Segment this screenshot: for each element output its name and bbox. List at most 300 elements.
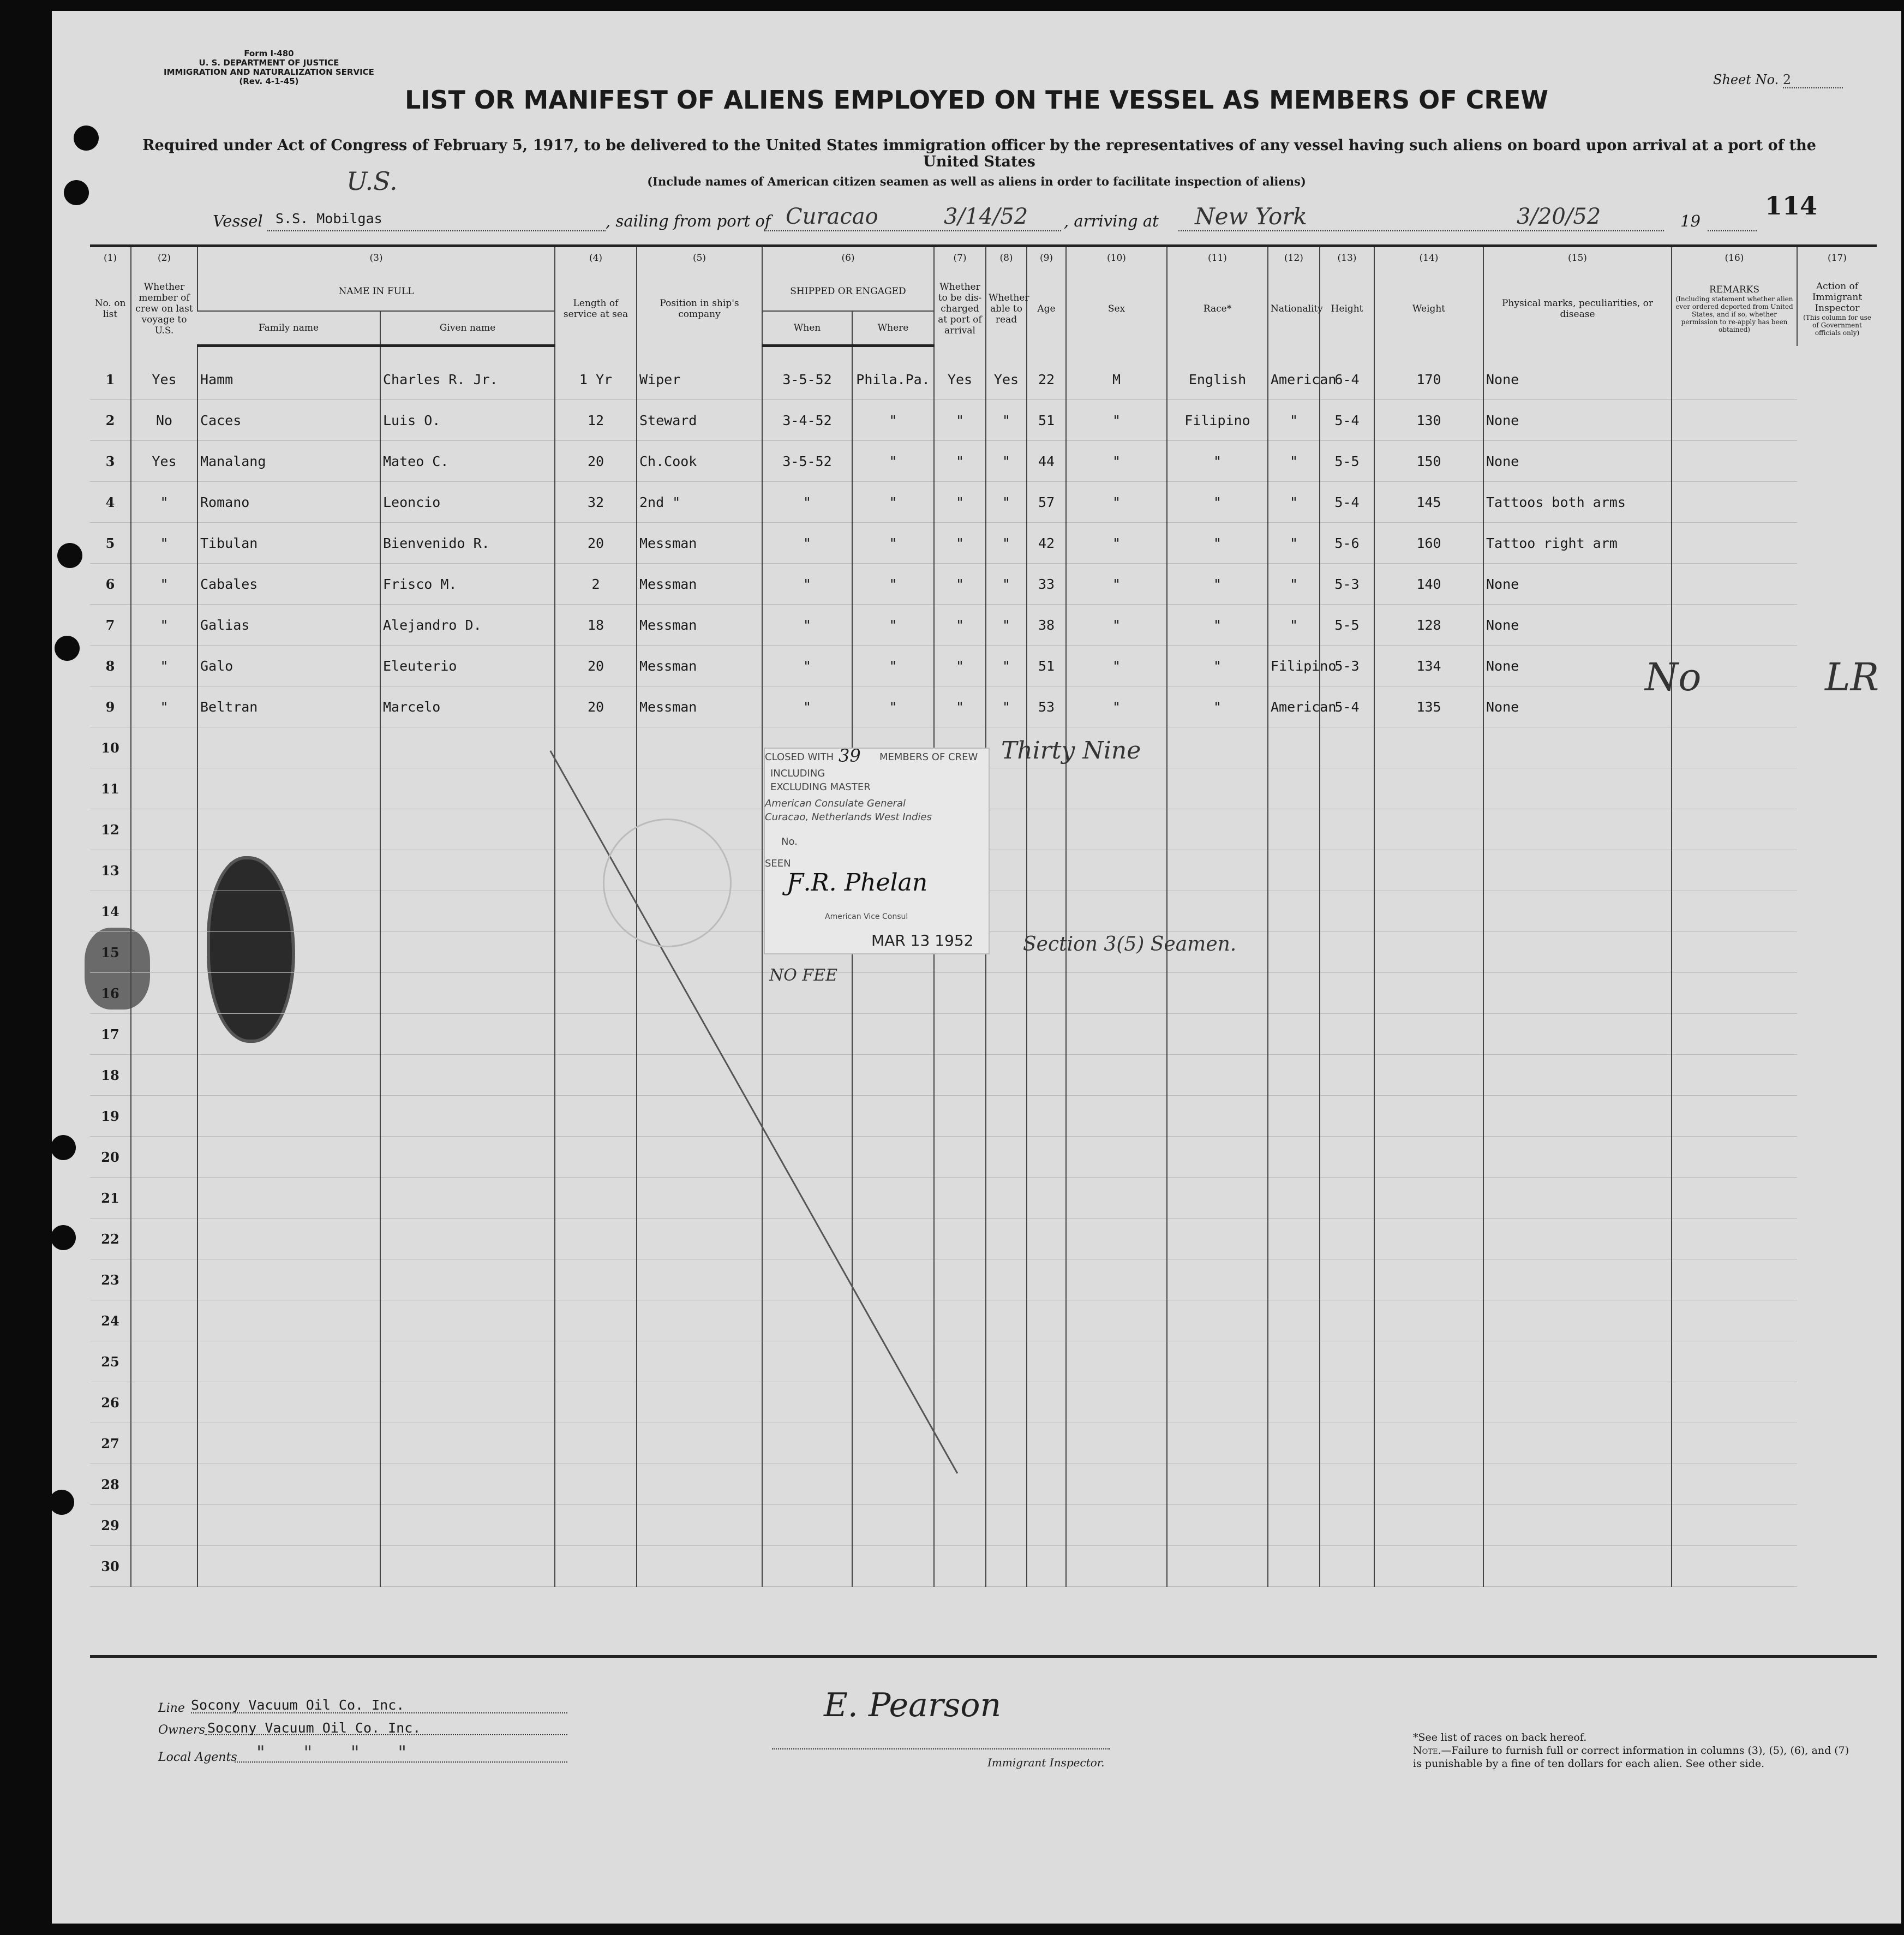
stamp-date: MAR 13 1952 <box>871 931 974 949</box>
arriving-port: New York <box>1195 203 1307 230</box>
empty-cell <box>1483 1300 1672 1341</box>
empty-cell <box>934 1464 986 1505</box>
empty-cell <box>1483 1341 1672 1382</box>
empty-cell <box>1066 1055 1167 1096</box>
empty-cell <box>1167 1219 1268 1259</box>
empty-cell <box>555 932 637 973</box>
empty-cell <box>637 1505 762 1546</box>
service-length: 18 <box>555 605 637 646</box>
empty-cell <box>1320 891 1374 932</box>
empty-cell <box>1483 1014 1672 1055</box>
row-number: 3 <box>90 441 131 482</box>
sheet-value: 2 <box>1783 72 1843 88</box>
col-nationality: Nationality <box>1268 272 1320 346</box>
empty-cell <box>555 1341 637 1382</box>
empty-cell <box>637 1546 762 1587</box>
service-length: 32 <box>555 482 637 523</box>
empty-cell <box>380 1055 555 1096</box>
empty-cell <box>1167 891 1268 932</box>
empty-cell <box>131 850 197 891</box>
shipped-when: 3-5-52 <box>762 359 852 400</box>
physical-marks: None <box>1483 605 1672 646</box>
empty-cell <box>1483 1464 1672 1505</box>
empty-cell <box>986 891 1027 932</box>
empty-cell <box>1027 1464 1066 1505</box>
table-row <box>90 1505 1877 1546</box>
empty-cell <box>131 1423 197 1464</box>
empty-cell <box>197 1055 380 1096</box>
empty-cell <box>934 1259 986 1300</box>
empty-cell <box>1268 768 1320 809</box>
empty-cell <box>1320 1096 1374 1137</box>
service-length: 20 <box>555 686 637 727</box>
shipped-when: " <box>762 646 852 686</box>
empty-cell <box>197 1219 380 1259</box>
row-number: 15 <box>90 932 131 973</box>
row-number: 1 <box>90 359 131 400</box>
sex: M <box>1066 359 1167 400</box>
empty-cell <box>1374 1096 1483 1137</box>
empty-cell <box>197 1546 380 1587</box>
empty-cell <box>1268 1219 1320 1259</box>
sex: " <box>1066 523 1167 564</box>
empty-cell <box>1320 809 1374 850</box>
empty-cell <box>1066 850 1167 891</box>
col-race: Race* <box>1167 272 1268 346</box>
row-number: 13 <box>90 850 131 891</box>
physical-marks: None <box>1483 646 1672 686</box>
empty-cell <box>934 1055 986 1096</box>
table-row <box>90 1178 1877 1219</box>
weight: 160 <box>1374 523 1483 564</box>
empty-cell <box>986 1178 1027 1219</box>
row-number: 14 <box>90 891 131 932</box>
col-num-15: (15) <box>1483 247 1672 272</box>
empty-cell <box>934 1178 986 1219</box>
col-physical: Physical marks, peculiarities, or disease <box>1483 272 1672 346</box>
empty-cell <box>1672 809 1797 850</box>
empty-cell <box>1672 891 1797 932</box>
discharged: " <box>934 564 986 605</box>
page-subtitle: Required under Act of Congress of February 5, 1917, to be delivered to the United States immigration officer by the representatives of any vessel having such aliens on board upon arrival at a port of the United States <box>142 137 1816 170</box>
service-length: 12 <box>555 400 637 441</box>
empty-cell <box>380 1423 555 1464</box>
col-no-on-list: No. on list <box>94 298 126 320</box>
empty-cell <box>131 1464 197 1505</box>
empty-cell <box>852 1505 934 1546</box>
remarks-cell <box>1672 482 1797 523</box>
empty-cell <box>1672 1382 1797 1423</box>
empty-cell <box>1167 850 1268 891</box>
race: " <box>1167 646 1268 686</box>
sex: " <box>1066 646 1167 686</box>
family-name: Tibulan <box>197 523 380 564</box>
empty-cell <box>380 973 555 1014</box>
empty-cell <box>1167 727 1268 768</box>
remarks-cell <box>1672 564 1797 605</box>
empty-cell <box>555 1137 637 1178</box>
empty-cell <box>131 932 197 973</box>
empty-cell <box>1320 850 1374 891</box>
weight: 170 <box>1374 359 1483 400</box>
empty-cell <box>197 1259 380 1300</box>
crew-last-voyage: " <box>131 686 197 727</box>
empty-cell <box>934 973 986 1014</box>
empty-cell <box>1483 768 1672 809</box>
empty-cell <box>1374 1137 1483 1178</box>
empty-cell <box>1320 1178 1374 1219</box>
empty-cell <box>986 1137 1027 1178</box>
empty-cell <box>1268 1055 1320 1096</box>
stamp-consulate: American Consulate General <box>765 798 906 809</box>
empty-cell <box>1483 1219 1672 1259</box>
physical-marks: None <box>1483 564 1672 605</box>
age: 57 <box>1027 482 1066 523</box>
physical-marks: None <box>1483 359 1672 400</box>
col-num-1: (1) <box>103 253 117 264</box>
empty-cell <box>1066 1505 1167 1546</box>
round-stamp <box>603 819 732 947</box>
action-note: (This column for use of Government officials only) <box>1803 314 1871 337</box>
empty-cell <box>934 1423 986 1464</box>
row-number: 25 <box>90 1341 131 1382</box>
empty-cell <box>1027 1423 1066 1464</box>
empty-cell <box>1066 1341 1167 1382</box>
given-name: Charles R. Jr. <box>380 359 555 400</box>
able-to-read: " <box>986 646 1027 686</box>
position: Ch.Cook <box>637 441 762 482</box>
empty-cell <box>986 850 1027 891</box>
empty-cell <box>934 1546 986 1587</box>
empty-cell <box>934 1096 986 1137</box>
empty-cell <box>1374 1259 1483 1300</box>
empty-cell <box>852 1423 934 1464</box>
empty-cell <box>1483 1546 1672 1587</box>
age: 33 <box>1027 564 1066 605</box>
empty-cell <box>1268 727 1320 768</box>
revision: (Rev. 4-1-45) <box>239 76 299 86</box>
empty-cell <box>1066 1219 1167 1259</box>
empty-cell <box>380 1219 555 1259</box>
able-to-read: " <box>986 605 1027 646</box>
discharged: Yes <box>934 359 986 400</box>
age: 51 <box>1027 646 1066 686</box>
family-name: Galo <box>197 646 380 686</box>
empty-cell <box>637 1178 762 1219</box>
action-title: Action of Immigrant Inspector <box>1812 281 1863 314</box>
row-number: 6 <box>90 564 131 605</box>
able-to-read: " <box>986 441 1027 482</box>
empty-cell <box>1374 727 1483 768</box>
empty-cell <box>380 1546 555 1587</box>
crew-last-voyage: " <box>131 605 197 646</box>
physical-marks: Tattoos both arms <box>1483 482 1672 523</box>
empty-cell <box>1268 809 1320 850</box>
stamp-count: 39 <box>839 745 861 766</box>
shipped-where: " <box>852 523 934 564</box>
empty-cell <box>1066 1259 1167 1300</box>
sex: " <box>1066 564 1167 605</box>
nationality: American <box>1268 359 1320 400</box>
family-name: Romano <box>197 482 380 523</box>
remarks-title: REMARKS <box>1709 284 1760 296</box>
weight: 150 <box>1374 441 1483 482</box>
empty-cell <box>762 1178 852 1219</box>
empty-cell <box>1672 1178 1797 1219</box>
empty-cell <box>1027 1259 1066 1300</box>
empty-cell <box>197 1341 380 1382</box>
height: 5-4 <box>1320 482 1374 523</box>
empty-cell <box>852 1546 934 1587</box>
form-number: Form I-480 <box>244 49 294 58</box>
service-length: 20 <box>555 646 637 686</box>
empty-cell <box>1483 1423 1672 1464</box>
empty-cell <box>852 1382 934 1423</box>
empty-cell <box>131 1096 197 1137</box>
department: U. S. DEPARTMENT OF JUSTICE <box>199 58 339 68</box>
height: 5-3 <box>1320 564 1374 605</box>
owners-value: Socony Vacuum Oil Co. Inc. <box>207 1720 421 1736</box>
row-number: 19 <box>90 1096 131 1137</box>
col-num-16: (16) <box>1672 247 1797 272</box>
empty-cell <box>637 1300 762 1341</box>
table-row <box>90 973 1877 1014</box>
handwritten-remarks-mark: No <box>1645 655 1702 700</box>
empty-cell <box>1374 1464 1483 1505</box>
empty-cell <box>1268 850 1320 891</box>
service-length: 20 <box>555 441 637 482</box>
shipped-where: " <box>852 686 934 727</box>
service-length: 20 <box>555 523 637 564</box>
crew-last-voyage: Yes <box>131 441 197 482</box>
row-number: 30 <box>90 1546 131 1587</box>
agents-value: " " " " <box>256 1742 423 1764</box>
table-row <box>90 1546 1877 1587</box>
empty-cell <box>1268 1096 1320 1137</box>
empty-cell <box>1320 768 1374 809</box>
empty-cell <box>762 1341 852 1382</box>
row-number: 17 <box>90 1014 131 1055</box>
empty-cell <box>1672 973 1797 1014</box>
handwritten-thirty-nine: Thirty Nine <box>1001 737 1141 765</box>
empty-cell <box>1672 1219 1797 1259</box>
crew-last-voyage: " <box>131 564 197 605</box>
table-row <box>90 1382 1877 1423</box>
empty-cell <box>934 1382 986 1423</box>
empty-cell <box>1374 1505 1483 1546</box>
page-subnote: (Include names of American citizen seamen as well as aliens in order to facilitate inspection of aliens) <box>647 175 1306 188</box>
empty-cell <box>1066 1137 1167 1178</box>
empty-cell <box>934 1300 986 1341</box>
height: 5-3 <box>1320 646 1374 686</box>
family-name: Hamm <box>197 359 380 400</box>
empty-cell <box>986 1546 1027 1587</box>
empty-cell <box>555 1096 637 1137</box>
empty-cell <box>1027 850 1066 891</box>
empty-cell <box>1320 1137 1374 1178</box>
form-identifier <box>164 49 374 86</box>
empty-cell <box>1320 973 1374 1014</box>
empty-cell <box>637 768 762 809</box>
empty-cell <box>1027 1382 1066 1423</box>
able-to-read: " <box>986 482 1027 523</box>
empty-cell <box>1268 1259 1320 1300</box>
empty-cell <box>934 1505 986 1546</box>
row-number: 27 <box>90 1423 131 1464</box>
empty-cell <box>1320 1505 1374 1546</box>
empty-cell <box>1672 1423 1797 1464</box>
empty-cell <box>1483 1505 1672 1546</box>
empty-cell <box>1066 1300 1167 1341</box>
empty-cell <box>637 1014 762 1055</box>
shipped-when: 3-5-52 <box>762 441 852 482</box>
position: Messman <box>637 564 762 605</box>
empty-cell <box>1268 1341 1320 1382</box>
col-height: Height <box>1320 272 1374 346</box>
table-row <box>90 686 1877 727</box>
age: 53 <box>1027 686 1066 727</box>
weight: 134 <box>1374 646 1483 686</box>
arrival-date: 3/20/52 <box>1517 204 1601 229</box>
position: 2nd " <box>637 482 762 523</box>
empty-cell <box>1167 809 1268 850</box>
given-name: Frisco M. <box>380 564 555 605</box>
col-family-name: Family name <box>197 311 380 346</box>
crew-last-voyage: " <box>131 646 197 686</box>
empty-cell <box>637 727 762 768</box>
nationality: " <box>1268 441 1320 482</box>
empty-cell <box>1027 1546 1066 1587</box>
stamp-seen: SEEN <box>765 858 791 869</box>
empty-cell <box>762 1546 852 1587</box>
empty-cell <box>1027 1300 1066 1341</box>
empty-cell <box>131 1259 197 1300</box>
empty-cell <box>1483 1178 1672 1219</box>
row-number: 5 <box>90 523 131 564</box>
empty-cell <box>1268 1505 1320 1546</box>
empty-cell <box>555 1382 637 1423</box>
crew-last-voyage: " <box>131 482 197 523</box>
empty-cell <box>1672 727 1797 768</box>
empty-cell <box>1066 1464 1167 1505</box>
row-number: 7 <box>90 605 131 646</box>
empty-cell <box>131 891 197 932</box>
given-name: Bienvenido R. <box>380 523 555 564</box>
empty-cell <box>1066 1178 1167 1219</box>
race: " <box>1167 686 1268 727</box>
physical-marks: None <box>1483 400 1672 441</box>
empty-cell <box>1320 1014 1374 1055</box>
empty-cell <box>637 1055 762 1096</box>
empty-cell <box>380 1341 555 1382</box>
row-number: 23 <box>90 1259 131 1300</box>
empty-cell <box>380 932 555 973</box>
nationality: " <box>1268 564 1320 605</box>
empty-cell <box>1066 891 1167 932</box>
row-number: 18 <box>90 1055 131 1096</box>
line-label: Line <box>158 1701 185 1715</box>
age: 42 <box>1027 523 1066 564</box>
row-number: 9 <box>90 686 131 727</box>
discharged: " <box>934 523 986 564</box>
empty-cell <box>197 727 380 768</box>
empty-cell <box>1167 1259 1268 1300</box>
empty-cell <box>1374 850 1483 891</box>
empty-cell <box>1066 973 1167 1014</box>
row-number: 21 <box>90 1178 131 1219</box>
vessel-name: S.S. Mobilgas <box>276 211 382 226</box>
empty-cell <box>1268 932 1320 973</box>
race: " <box>1167 605 1268 646</box>
age: 44 <box>1027 441 1066 482</box>
empty-cell <box>1167 1055 1268 1096</box>
discharged: " <box>934 686 986 727</box>
punch-hole <box>74 126 99 151</box>
empty-cell <box>380 1014 555 1055</box>
table-row <box>90 1341 1877 1382</box>
page-number: 114 <box>1765 191 1818 220</box>
empty-cell <box>1483 1096 1672 1137</box>
empty-cell <box>131 973 197 1014</box>
empty-cell <box>852 973 934 1014</box>
footer <box>158 1686 1904 1866</box>
empty-cell <box>1027 1014 1066 1055</box>
table-row <box>90 1219 1877 1259</box>
empty-cell <box>1320 1423 1374 1464</box>
empty-cell <box>380 850 555 891</box>
table-row <box>90 564 1877 605</box>
shipped-where: " <box>852 605 934 646</box>
empty-cell <box>1167 768 1268 809</box>
empty-cell <box>762 1014 852 1055</box>
discharged: " <box>934 400 986 441</box>
empty-cell <box>555 973 637 1014</box>
row-number: 28 <box>90 1464 131 1505</box>
table-row <box>90 1096 1877 1137</box>
vessel-label: Vessel <box>213 212 263 230</box>
empty-cell <box>1268 1382 1320 1423</box>
empty-cell <box>1483 1055 1672 1096</box>
table-row <box>90 359 1877 400</box>
empty-cell <box>1672 1464 1797 1505</box>
table-row <box>90 1259 1877 1300</box>
note-text: —Failure to furnish full or correct information in columns (3), (5), (6), and (7) is punishable by a fine of ten dollars for each alien. See other side. <box>1413 1745 1849 1770</box>
empty-cell <box>380 891 555 932</box>
physical-marks: Tattoo right arm <box>1483 523 1672 564</box>
table-row <box>90 646 1877 686</box>
race: English <box>1167 359 1268 400</box>
empty-cell <box>1374 1178 1483 1219</box>
empty-cell <box>131 1300 197 1341</box>
empty-cell <box>1167 1014 1268 1055</box>
row-number: 2 <box>90 400 131 441</box>
discharged: " <box>934 605 986 646</box>
empty-cell <box>1320 727 1374 768</box>
table-row <box>90 1055 1877 1096</box>
arriving-label: , arriving at <box>1064 212 1159 230</box>
us-mark: U.S. <box>346 166 398 196</box>
empty-cell <box>197 1096 380 1137</box>
sex: " <box>1066 686 1167 727</box>
consular-stamp: CLOSED WITH 39 MEMBERS OF CREW INCLUDING EXCLUDING MASTER American Consulate General Curacao, Netherlands West Indies No. SEEN Ƒ.R. Phelan American Vice Consul MAR 13 1952 <box>764 748 990 954</box>
empty-cell <box>131 1178 197 1219</box>
given-name: Eleuterio <box>380 646 555 686</box>
empty-cell <box>555 727 637 768</box>
table-row <box>90 605 1877 646</box>
empty-cell <box>380 1178 555 1219</box>
col-remarks <box>1672 272 1797 346</box>
empty-cell <box>555 1300 637 1341</box>
